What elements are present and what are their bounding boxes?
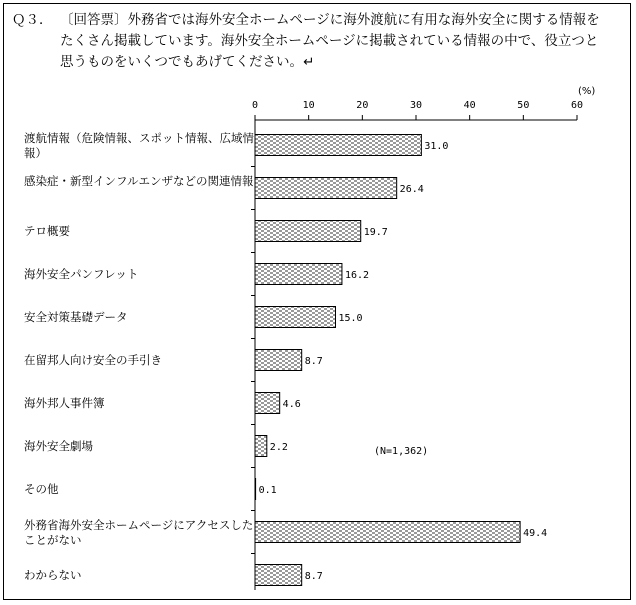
x-tick-label: 60 (570, 100, 584, 111)
category-label: 在留邦人向け安全の手引き (24, 353, 162, 367)
bar (255, 393, 280, 414)
bar (255, 565, 302, 586)
x-tick-label: 40 (463, 100, 476, 111)
bar-value-label: 31.0 (424, 141, 449, 152)
category-label: テロ概要 (24, 224, 70, 238)
bar (255, 522, 520, 543)
bar-value-label: 8.7 (304, 356, 323, 367)
bar-value-label: 15.0 (338, 313, 363, 324)
bar-value-label: 26.4 (399, 184, 424, 195)
x-tick-label: 10 (302, 100, 315, 111)
question-line: 思うものをいくつでもあげてください。↵ (60, 54, 315, 70)
category-label: 安全対策基礎データ (24, 310, 128, 324)
x-tick-label: 20 (356, 100, 369, 111)
bar-value-label: 2.2 (269, 442, 288, 453)
category-label: 海外安全劇場 (24, 439, 93, 453)
bar (255, 135, 421, 156)
question-line: たくさん掲載しています。海外安全ホームページに掲載されている情報の中で、役立つと (60, 33, 599, 49)
unit-label: (%) (578, 86, 596, 97)
category-label: わからない (24, 568, 82, 582)
bar-value-label: 16.2 (344, 270, 370, 281)
bar-value-label: 4.6 (282, 399, 301, 410)
bar (255, 350, 302, 371)
bar (255, 307, 336, 328)
x-tick-label: 50 (517, 100, 530, 111)
sample-size-note: (N=1,362) (374, 446, 429, 457)
category-label: 海外邦人事件簿 (24, 396, 105, 410)
bar (255, 221, 361, 242)
x-tick-label: 0 (251, 100, 259, 111)
bar (255, 436, 267, 457)
category-label: 海外安全パンフレット (24, 267, 139, 281)
category-label: 外務省海外安全ホームページにアクセスしたことがない (24, 518, 254, 547)
category-label: 渡航情報（危険情報、スポット情報、広域情報） (24, 131, 254, 160)
category-label: その他 (24, 482, 59, 496)
question-line: 〔回答票〕外務省では海外安全ホームページに海外渡航に有用な海外安全に関する情報を (60, 12, 600, 28)
x-tick-label: 30 (409, 100, 423, 111)
bar-value-label: 0.1 (258, 485, 277, 496)
category-label: 感染症・新型インフルエンザなどの関連情報 (24, 174, 254, 188)
question-number: Ｑ３． (12, 12, 53, 28)
bar-value-label: 8.7 (304, 571, 323, 582)
bar-value-label: 19.7 (363, 227, 388, 238)
bar (255, 178, 397, 199)
bar-value-label: 49.4 (523, 528, 548, 539)
bar (255, 264, 342, 285)
